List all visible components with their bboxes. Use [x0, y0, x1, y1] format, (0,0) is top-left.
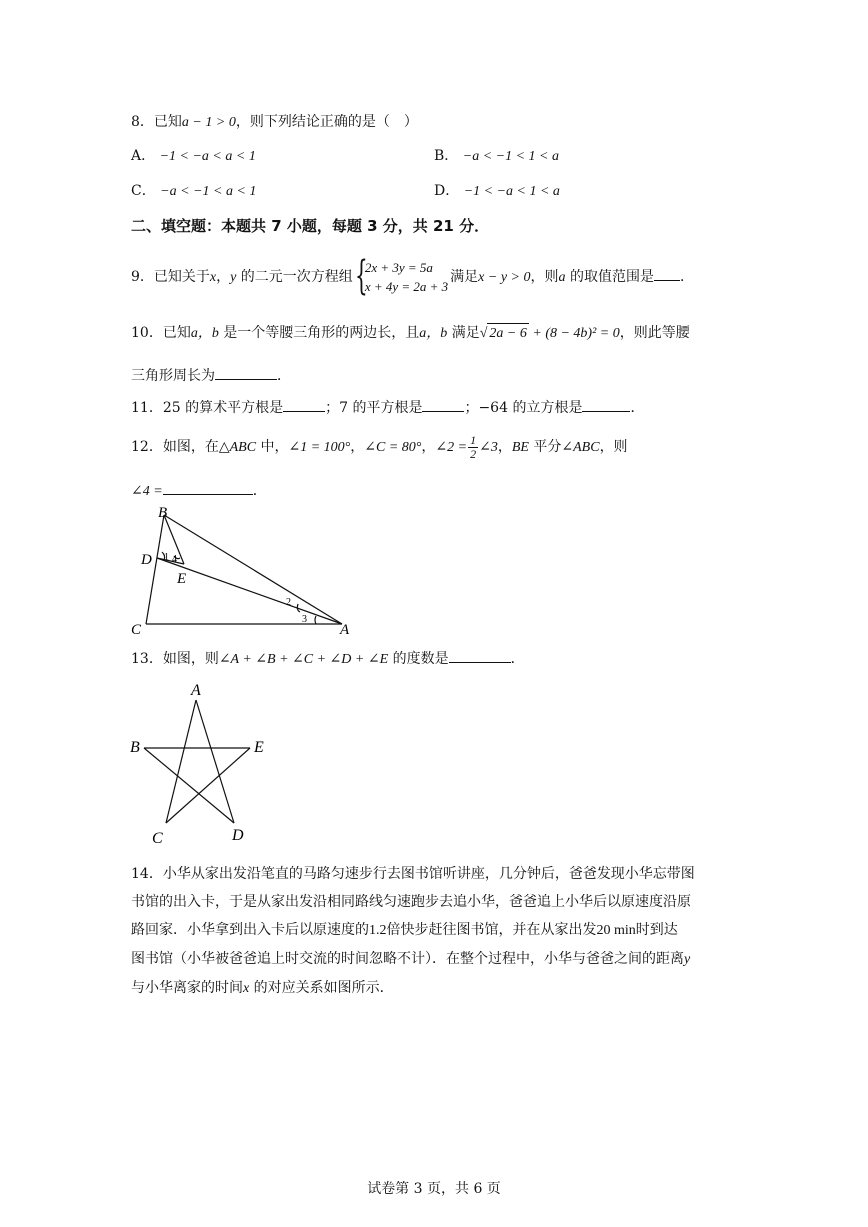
q9-text: 的取值范围是	[565, 269, 654, 285]
side-bc	[146, 515, 164, 624]
q12-angle1: ∠1 = 100°	[288, 440, 351, 455]
q14-var-y: y	[684, 952, 691, 967]
answer-blank[interactable]	[283, 397, 325, 412]
q12-abc: ∠ABC	[561, 440, 600, 455]
fraction-num: 1	[470, 432, 477, 447]
q10-sqrt: 2a − 6	[487, 323, 528, 344]
q12-line1	[131, 432, 628, 463]
q8-stem-text: 8．已知	[131, 114, 182, 130]
label-3: 3	[302, 614, 307, 625]
q9-var-x: x	[209, 270, 217, 285]
q10-vars: a，b	[190, 326, 219, 341]
q9-var-a: a	[558, 270, 566, 285]
option-expr: −1 < −a < a < 1	[159, 149, 256, 164]
q10-end: ．	[277, 368, 291, 384]
q13-star-figure	[126, 678, 286, 848]
q12-end: ．	[252, 483, 267, 499]
answer-blank[interactable]	[163, 480, 253, 495]
label-c: C	[152, 830, 163, 847]
q9-condition: x − y > 0	[478, 270, 531, 285]
q12-angle4: ∠4 =	[131, 484, 163, 499]
label-b: B	[130, 739, 140, 756]
q12-anglec: ∠C = 80°	[364, 440, 422, 455]
q12-text: 12．如图，在	[131, 439, 219, 455]
line-ac	[166, 700, 196, 823]
angle-mark-3	[315, 616, 316, 624]
q14-text: 与小华离家的时间	[131, 980, 243, 996]
option-label: D．	[434, 183, 460, 199]
option-expr: −a < −1 < 1 < a	[462, 149, 559, 164]
option-expr: −1 < −a < 1 < a	[463, 184, 560, 199]
q10-text: 10．已知	[131, 325, 191, 341]
q12-angle2: ∠2 =	[435, 440, 468, 455]
q11-text: ；7 的平方根是	[325, 400, 423, 416]
label-4: 4	[172, 554, 177, 565]
option-label: C．	[131, 183, 156, 199]
q14-text: 时到达	[635, 922, 678, 938]
q14	[131, 860, 743, 1003]
q12-sep: ，	[350, 439, 365, 455]
q14-line1: 14．小华从家出发沿笔直的马路匀速步行去图书馆听讲座，几分钟后，爸爸发现小华忘带图	[131, 866, 695, 882]
line-bd	[144, 748, 234, 823]
q11-text: ；−64 的立方根是	[464, 400, 583, 416]
q10-expr: + (8 − 4b)² = 0	[528, 326, 620, 341]
q8-stem	[131, 112, 418, 133]
q9-var-y: y	[230, 270, 237, 285]
q12-angle3: ∠3	[479, 440, 498, 455]
q14-time: 20 min	[596, 923, 636, 938]
fraction	[468, 434, 478, 461]
label-e: E	[254, 739, 264, 756]
label-d: D	[141, 552, 152, 568]
q13-text: 的度数是	[388, 651, 449, 667]
q14-line3	[131, 916, 743, 945]
q11-text: 11．25 的算术平方根是	[131, 400, 284, 416]
q10-text: 是一个等腰三角形的两边长，且	[218, 325, 420, 341]
label-2: 2	[286, 597, 291, 608]
line-ce	[166, 748, 250, 823]
q10-text: ，则此等腰	[619, 325, 690, 341]
section-title: 二、填空题：本题共 7 小题，每题 3 分，共 21 分．	[131, 217, 490, 235]
q10-vars: a，b	[419, 326, 448, 341]
answer-blank[interactable]	[422, 397, 464, 412]
q12-text: 中，	[256, 439, 289, 455]
q11	[131, 397, 644, 418]
q12-text: ，则	[599, 439, 628, 455]
q8-option-a[interactable]	[131, 146, 256, 167]
q12-sep: ，	[421, 439, 436, 455]
q9-text: 的二元一次方程组	[236, 269, 353, 285]
label-b: B	[158, 505, 168, 521]
brace-icon: {	[354, 253, 368, 299]
label-a: A	[191, 682, 201, 699]
equation-2: x + 4y = 2a + 3	[364, 279, 449, 294]
q14-speed-factor: 1.2	[369, 923, 387, 938]
q14-text: 的对应关系如图所示．	[249, 980, 394, 996]
q14-text: 倍快步赶往图书馆，并在从家出发	[386, 922, 597, 938]
q12-triangle: △ABC	[218, 440, 257, 455]
q12-sep: ，	[497, 439, 512, 455]
q14-text: 图书馆（小华被爸爸追上时交流的时间忽略不计）．在整个过程中，小华与爸爸之间的距离	[131, 951, 684, 967]
q12-line2	[131, 480, 267, 502]
q9	[131, 253, 694, 299]
label-d: D	[232, 827, 244, 844]
answer-blank[interactable]	[215, 365, 277, 380]
q8-stem-tail: ，则下列结论正确的是（ ）	[235, 114, 418, 130]
q9-text: 满足	[450, 269, 479, 285]
page-footer: 试卷第 3 页，共 6 页	[367, 1181, 501, 1197]
q12-text: 平分	[528, 439, 562, 455]
q14-line4	[131, 945, 743, 974]
q14-text: 路回家．小华拿到出入卡后以原速度的	[131, 922, 369, 938]
equation-1: 2x + 3y = 5a	[364, 260, 433, 275]
label-a: A	[340, 622, 350, 638]
q10-text: 三角形周长为	[131, 368, 215, 384]
q9-comma: ，	[216, 269, 231, 285]
q9-text: ，则	[530, 269, 559, 285]
q14-line5	[131, 974, 743, 1003]
q8-option-c[interactable]	[131, 181, 256, 202]
label-c: C	[131, 622, 142, 638]
q8-option-d[interactable]	[434, 181, 560, 202]
q10-line1: 10．已知a，b 是一个等腰三角形的两边长，且a，b 满足√ 2a − 6 + (8 − 4b)² = 0，则此等腰	[131, 323, 690, 344]
q13-text: 13．如图，则	[131, 651, 219, 667]
option-label: B．	[434, 148, 459, 164]
q10-line2	[131, 365, 291, 386]
q14-line2: 书馆的出入卡，于是从家出发沿相同路线匀速跑步去追小华，爸爸追上小华后以原速度沿原	[131, 894, 691, 910]
q14-var-x: x	[243, 981, 250, 996]
q13	[131, 648, 525, 670]
label-e: E	[177, 571, 187, 587]
q13-end: ．	[510, 651, 525, 667]
q12-be: BE	[511, 440, 529, 455]
answer-blank[interactable]	[654, 266, 680, 281]
q11-end: ．	[630, 400, 645, 416]
q8-condition: a − 1 > 0	[181, 115, 236, 130]
q13-expr: ∠A + ∠B + ∠C + ∠D + ∠E	[218, 652, 389, 667]
fraction-den: 2	[470, 446, 477, 461]
line-da	[196, 700, 234, 823]
q10-text: 满足	[447, 325, 480, 341]
option-label: A．	[131, 148, 156, 164]
answer-blank[interactable]	[449, 648, 511, 663]
q8-option-b[interactable]	[434, 146, 559, 167]
q9-end: ．	[679, 269, 694, 285]
option-expr: −a < −1 < a < 1	[160, 184, 257, 199]
equation-system	[354, 253, 449, 299]
label-1: 1	[164, 552, 169, 563]
q9-text: 9．已知关于	[131, 269, 210, 285]
q12-triangle-figure	[126, 500, 366, 640]
answer-blank[interactable]	[582, 397, 630, 412]
